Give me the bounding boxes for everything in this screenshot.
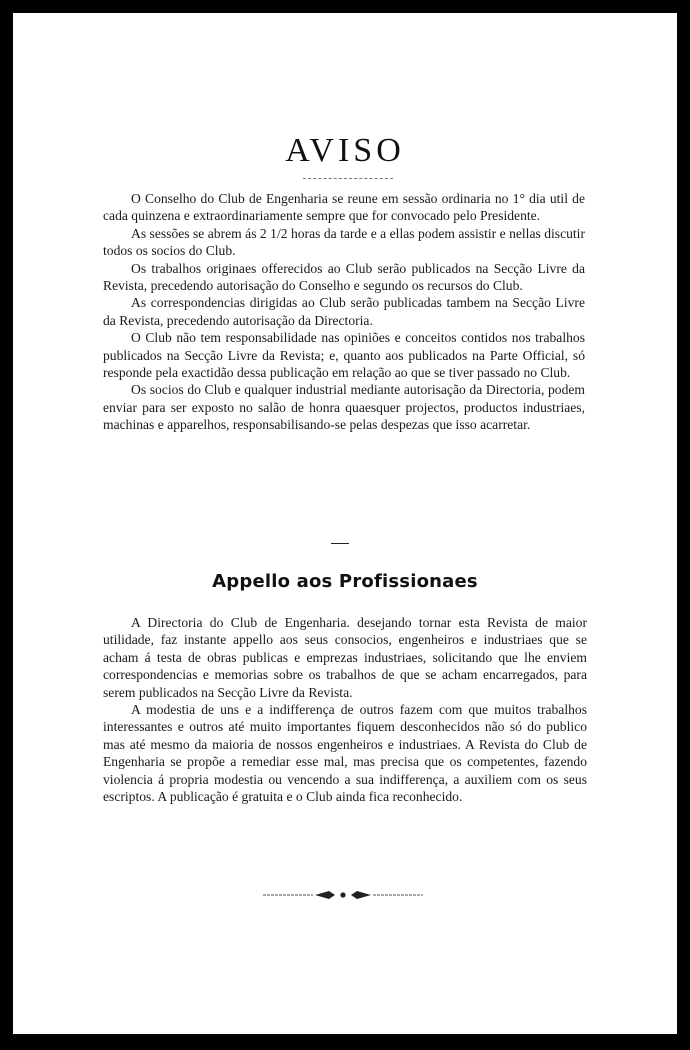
aviso-paragraph-1: O Conselho do Club de Engenharia se reune em sessão ordinaria no 1° dia util de cada quinzena e extraordinariamente sempre que for convocado pelo Presidente.: [103, 191, 585, 224]
section-separator: [331, 543, 349, 544]
appello-paragraph-1: A Directoria do Club de Engenharia. desejando tornar esta Revista de maior utilidade, faz instante appello aos seus consocios, engenheiros e industriaes que se acham á testa de obras publicas e emprezas industriaes, solicitando que lhe enviem correspondencias e memorias sobre os trabalhos de que se acham encarregados, para serem publicados na Secção Livre da Revista.: [103, 615, 587, 700]
aviso-section: [103, 190, 585, 434]
document-page: [13, 13, 677, 1034]
page-title: AVISO: [285, 132, 405, 169]
section-heading: Appello aos Profissionaes: [212, 571, 478, 592]
aviso-paragraph-2: As sessões se abrem ás 2 1/2 horas da tarde e a ellas podem assistir e nellas discutir todos os socios do Club.: [103, 225, 585, 259]
title-underline-rule: [303, 178, 393, 179]
aviso-paragraph-3: Os trabalhos originaes offerecidos ao Club serão publicados na Secção Livre da Revista, precedendo autorisação do Conselho e segundo os recursos do Club.: [103, 260, 585, 294]
aviso-paragraph-5: O Club não tem responsabilidade nas opiniões e conceitos contidos nos trabalhos publicados na Secção Livre da Revista; e, quanto aos publicados na Parte Official, só responde pela exactidão dessa publicação em relação ao que se tiver passado no Club.: [103, 330, 585, 381]
appello-paragraph-2: A modestia de uns e a indifferença de outros fazem com que muitos trabalhos interessantes e outros até muito importantes fiquem desconhecidos não só do publico mas até mesmo da maioria de nossos engenheiros e industriaes. A Revista do Club de Engenharia se propõe a remediar esse mal, mas precisa que os competentes, fazendo violencia á propria modestia ou vencendo a sua indifferença, a auxiliem com os seus escriptos. A publicação é gratuita e o Club ainda fica reconhecido.: [103, 702, 587, 805]
appello-section: [103, 614, 587, 805]
aviso-paragraph-4: As correspondencias dirigidas ao Club serão publicadas tambem na Secção Livre da Revista, precedendo autorisação da Directoria.: [103, 295, 585, 328]
ornament-divider-icon: [263, 887, 423, 903]
aviso-paragraph-6: Os socios do Club e qualquer industrial mediante autorisação da Directoria, podem enviar para ser exposto no salão de honra quaesquer projectos, productos industriaes, machinas e apparelhos, responsabilisando-se pelas despezas que isso acarretar.: [103, 382, 585, 433]
